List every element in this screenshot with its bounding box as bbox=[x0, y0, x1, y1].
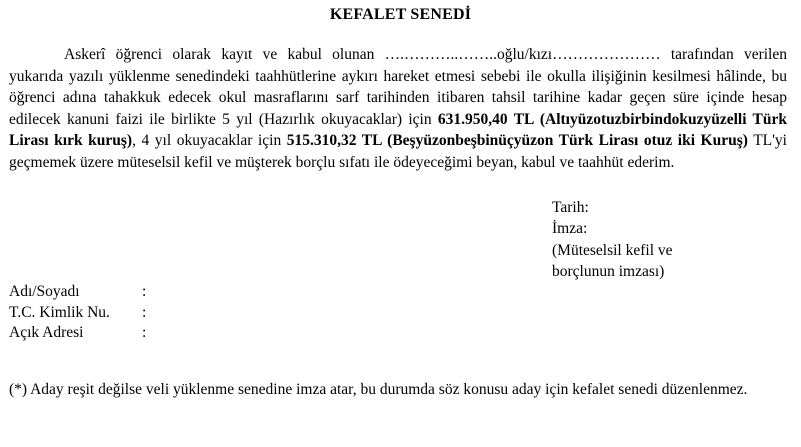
field-name-surname bbox=[9, 282, 146, 303]
field-tc-id bbox=[9, 303, 146, 324]
paragraph-text-3: TL'yi geçmemek üzere müteselsil kefil ve müşterek borçlu sıfatı ile ödeyeceğimi beyan, kabul ve taahhüt ederim. bbox=[9, 132, 787, 171]
amount-5-year: 631.950,40 TL (Altıyüzotuzbirbindokuzyüzelli Türk Lirası kırk kuruş) bbox=[9, 110, 788, 149]
field-label: Adı/Soyadı bbox=[9, 283, 80, 300]
field-separator: : bbox=[142, 303, 147, 321]
paragraph-text-2: , 4 yıl okuyacaklar için bbox=[132, 132, 287, 149]
field-label: Açık Adresi bbox=[9, 324, 84, 341]
signature-note-line-1: (Müteselsil kefil ve bbox=[552, 241, 673, 259]
guarantee-paragraph bbox=[9, 44, 787, 173]
amount-4-year: 515.310,32 TL (Beşyüzonbeşbinüçyüzon Türk Lirası otuz iki Kuruş) bbox=[286, 132, 748, 149]
field-separator: : bbox=[142, 283, 147, 300]
footnote: (*) Aday reşit değilse veli yüklenme senedine imza atar, bu durumda söz konusu aday için kefalet senedi düzenlenmez. bbox=[9, 381, 748, 398]
paragraph-text-1: Askerî öğrenci olarak kayıt ve kabul olunan ….………..……..oğlu/kızı………………… tarafından verilen yukarıda yazılı yüklenme senedindeki taahhütlerine aykırı hareket etmesi sebebi ile okulla ilişiğinin kesilmesi hâlinde, bu öğrenci adına tahakkuk edecek okul masraflarını sarf tarihinden itibaren tahsil tarihine kadar geçen süre içinde hesap edilecek kanuni faizi ile birlikte 5 yıl (Hazırlık okuyacaklar) için bbox=[9, 46, 787, 128]
field-label: T.C. Kimlik Nu. bbox=[9, 303, 110, 321]
document-title: KEFALET SENEDİ bbox=[329, 6, 472, 23]
guarantor-fields bbox=[9, 282, 146, 344]
date-label: Tarih: bbox=[552, 199, 589, 216]
field-address bbox=[9, 323, 146, 344]
field-separator: : bbox=[142, 324, 147, 341]
signature-label: İmza: bbox=[552, 220, 588, 238]
signature-block bbox=[552, 197, 752, 282]
signature-note-line-2: borçlunun imzası) bbox=[552, 262, 665, 280]
